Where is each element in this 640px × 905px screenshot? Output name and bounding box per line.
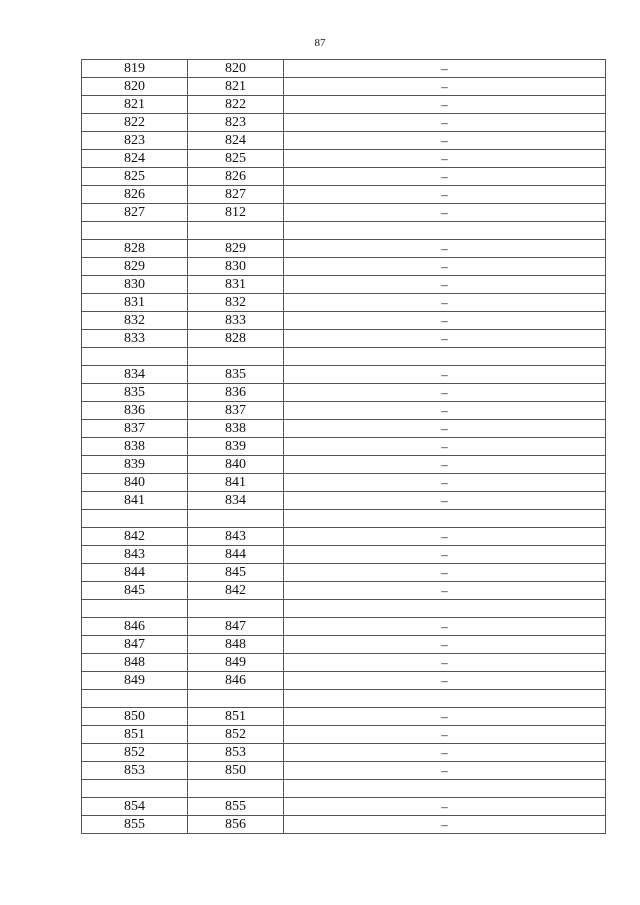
table-row: [82, 240, 606, 258]
table-row: [82, 168, 606, 186]
table-row: [82, 348, 606, 366]
table-row: [82, 618, 606, 636]
cell-from: 844: [82, 564, 188, 582]
cell-to: 849: [188, 654, 284, 672]
cell-to: 850: [188, 762, 284, 780]
cell-to: 836: [188, 384, 284, 402]
cell-from: 842: [82, 528, 188, 546]
cell-from: 845: [82, 582, 188, 600]
cell-note: –: [284, 438, 606, 456]
table-row: [82, 114, 606, 132]
cell-from: [82, 690, 188, 708]
cell-from: [82, 510, 188, 528]
cell-to: 827: [188, 186, 284, 204]
table-row: [82, 384, 606, 402]
cell-to: 844: [188, 546, 284, 564]
cell-note: [284, 222, 606, 240]
cell-note: –: [284, 366, 606, 384]
cell-from: [82, 780, 188, 798]
cell-to: 847: [188, 618, 284, 636]
cell-note: –: [284, 114, 606, 132]
cell-to: 812: [188, 204, 284, 222]
table-row: [82, 528, 606, 546]
table-row: [82, 330, 606, 348]
table-row: [82, 312, 606, 330]
table-row: [82, 564, 606, 582]
cell-note: –: [284, 744, 606, 762]
cell-note: –: [284, 150, 606, 168]
table-row: [82, 492, 606, 510]
cell-note: –: [284, 60, 606, 78]
cell-note: –: [284, 798, 606, 816]
cell-note: –: [284, 564, 606, 582]
cell-from: [82, 600, 188, 618]
cell-from: 821: [82, 96, 188, 114]
cell-from: 835: [82, 384, 188, 402]
table-row: [82, 510, 606, 528]
table-row: [82, 654, 606, 672]
table-row: [82, 420, 606, 438]
cell-from: 840: [82, 474, 188, 492]
cell-from: 843: [82, 546, 188, 564]
cell-to: 853: [188, 744, 284, 762]
cell-note: –: [284, 168, 606, 186]
cell-to: [188, 690, 284, 708]
cell-from: 850: [82, 708, 188, 726]
cell-to: 842: [188, 582, 284, 600]
table-row: [82, 402, 606, 420]
cell-to: 831: [188, 276, 284, 294]
table-row: [82, 294, 606, 312]
cell-from: 829: [82, 258, 188, 276]
cell-from: 824: [82, 150, 188, 168]
table-row: [82, 762, 606, 780]
cell-note: –: [284, 258, 606, 276]
table-row: [82, 132, 606, 150]
cell-from: 820: [82, 78, 188, 96]
cell-note: –: [284, 240, 606, 258]
cell-note: –: [284, 582, 606, 600]
cell-note: –: [284, 384, 606, 402]
cell-from: 822: [82, 114, 188, 132]
table-row: [82, 78, 606, 96]
table-row: [82, 708, 606, 726]
cell-to: [188, 348, 284, 366]
cell-from: [82, 348, 188, 366]
table-row: [82, 744, 606, 762]
cell-note: [284, 510, 606, 528]
cell-note: –: [284, 276, 606, 294]
table-body: [82, 60, 606, 834]
cell-from: 841: [82, 492, 188, 510]
cell-note: –: [284, 672, 606, 690]
data-table: [81, 59, 606, 834]
cell-note: –: [284, 132, 606, 150]
cell-to: 828: [188, 330, 284, 348]
table-row: [82, 366, 606, 384]
cell-to: 838: [188, 420, 284, 438]
cell-from: 853: [82, 762, 188, 780]
table-row: [82, 816, 606, 834]
table-row: [82, 186, 606, 204]
cell-to: 824: [188, 132, 284, 150]
cell-from: 838: [82, 438, 188, 456]
cell-from: 823: [82, 132, 188, 150]
table-row: [82, 150, 606, 168]
cell-to: [188, 510, 284, 528]
cell-to: 821: [188, 78, 284, 96]
cell-from: 849: [82, 672, 188, 690]
cell-from: 819: [82, 60, 188, 78]
table-row: [82, 96, 606, 114]
cell-to: 832: [188, 294, 284, 312]
cell-from: 852: [82, 744, 188, 762]
cell-note: –: [284, 546, 606, 564]
cell-to: [188, 780, 284, 798]
table-row: [82, 456, 606, 474]
cell-from: 855: [82, 816, 188, 834]
cell-from: 826: [82, 186, 188, 204]
cell-to: 822: [188, 96, 284, 114]
cell-to: 841: [188, 474, 284, 492]
cell-to: 823: [188, 114, 284, 132]
cell-note: –: [284, 204, 606, 222]
cell-note: –: [284, 618, 606, 636]
cell-note: –: [284, 96, 606, 114]
cell-from: 851: [82, 726, 188, 744]
cell-from: 831: [82, 294, 188, 312]
cell-from: 827: [82, 204, 188, 222]
table-row: [82, 582, 606, 600]
table-row: [82, 780, 606, 798]
cell-to: 855: [188, 798, 284, 816]
cell-to: [188, 600, 284, 618]
table-row: [82, 600, 606, 618]
cell-note: –: [284, 78, 606, 96]
table-row: [82, 798, 606, 816]
cell-to: 825: [188, 150, 284, 168]
table-row: [82, 438, 606, 456]
cell-to: 848: [188, 636, 284, 654]
cell-to: [188, 222, 284, 240]
table-row: [82, 636, 606, 654]
cell-note: –: [284, 528, 606, 546]
cell-to: 846: [188, 672, 284, 690]
cell-note: –: [284, 636, 606, 654]
cell-note: –: [284, 492, 606, 510]
cell-note: [284, 600, 606, 618]
cell-from: 846: [82, 618, 188, 636]
table-row: [82, 222, 606, 240]
cell-to: 845: [188, 564, 284, 582]
cell-note: –: [284, 330, 606, 348]
cell-to: 856: [188, 816, 284, 834]
table-row: [82, 204, 606, 222]
cell-note: –: [284, 708, 606, 726]
cell-note: –: [284, 402, 606, 420]
cell-note: [284, 690, 606, 708]
cell-note: –: [284, 762, 606, 780]
cell-to: 835: [188, 366, 284, 384]
cell-note: –: [284, 456, 606, 474]
cell-to: 851: [188, 708, 284, 726]
cell-from: 834: [82, 366, 188, 384]
cell-note: –: [284, 654, 606, 672]
table-row: [82, 726, 606, 744]
cell-to: 852: [188, 726, 284, 744]
table-row: [82, 546, 606, 564]
cell-to: 820: [188, 60, 284, 78]
cell-from: 839: [82, 456, 188, 474]
table-row: [82, 474, 606, 492]
cell-note: –: [284, 816, 606, 834]
table-row: [82, 690, 606, 708]
cell-to: 843: [188, 528, 284, 546]
table-row: [82, 276, 606, 294]
cell-from: 847: [82, 636, 188, 654]
cell-to: 830: [188, 258, 284, 276]
cell-note: [284, 348, 606, 366]
table-row: [82, 60, 606, 78]
cell-from: 828: [82, 240, 188, 258]
cell-to: 839: [188, 438, 284, 456]
cell-note: –: [284, 186, 606, 204]
cell-note: –: [284, 312, 606, 330]
cell-from: 836: [82, 402, 188, 420]
cell-to: 840: [188, 456, 284, 474]
cell-from: [82, 222, 188, 240]
cell-to: 829: [188, 240, 284, 258]
cell-from: 854: [82, 798, 188, 816]
cell-note: –: [284, 420, 606, 438]
cell-from: 833: [82, 330, 188, 348]
cell-to: 837: [188, 402, 284, 420]
cell-to: 833: [188, 312, 284, 330]
table-row: [82, 672, 606, 690]
cell-from: 837: [82, 420, 188, 438]
cell-to: 834: [188, 492, 284, 510]
cell-to: 826: [188, 168, 284, 186]
cell-from: 848: [82, 654, 188, 672]
table-row: [82, 258, 606, 276]
cell-note: –: [284, 726, 606, 744]
cell-note: [284, 780, 606, 798]
page-number: 87: [314, 37, 326, 49]
cell-note: –: [284, 474, 606, 492]
cell-from: 830: [82, 276, 188, 294]
cell-from: 832: [82, 312, 188, 330]
cell-from: 825: [82, 168, 188, 186]
cell-note: –: [284, 294, 606, 312]
